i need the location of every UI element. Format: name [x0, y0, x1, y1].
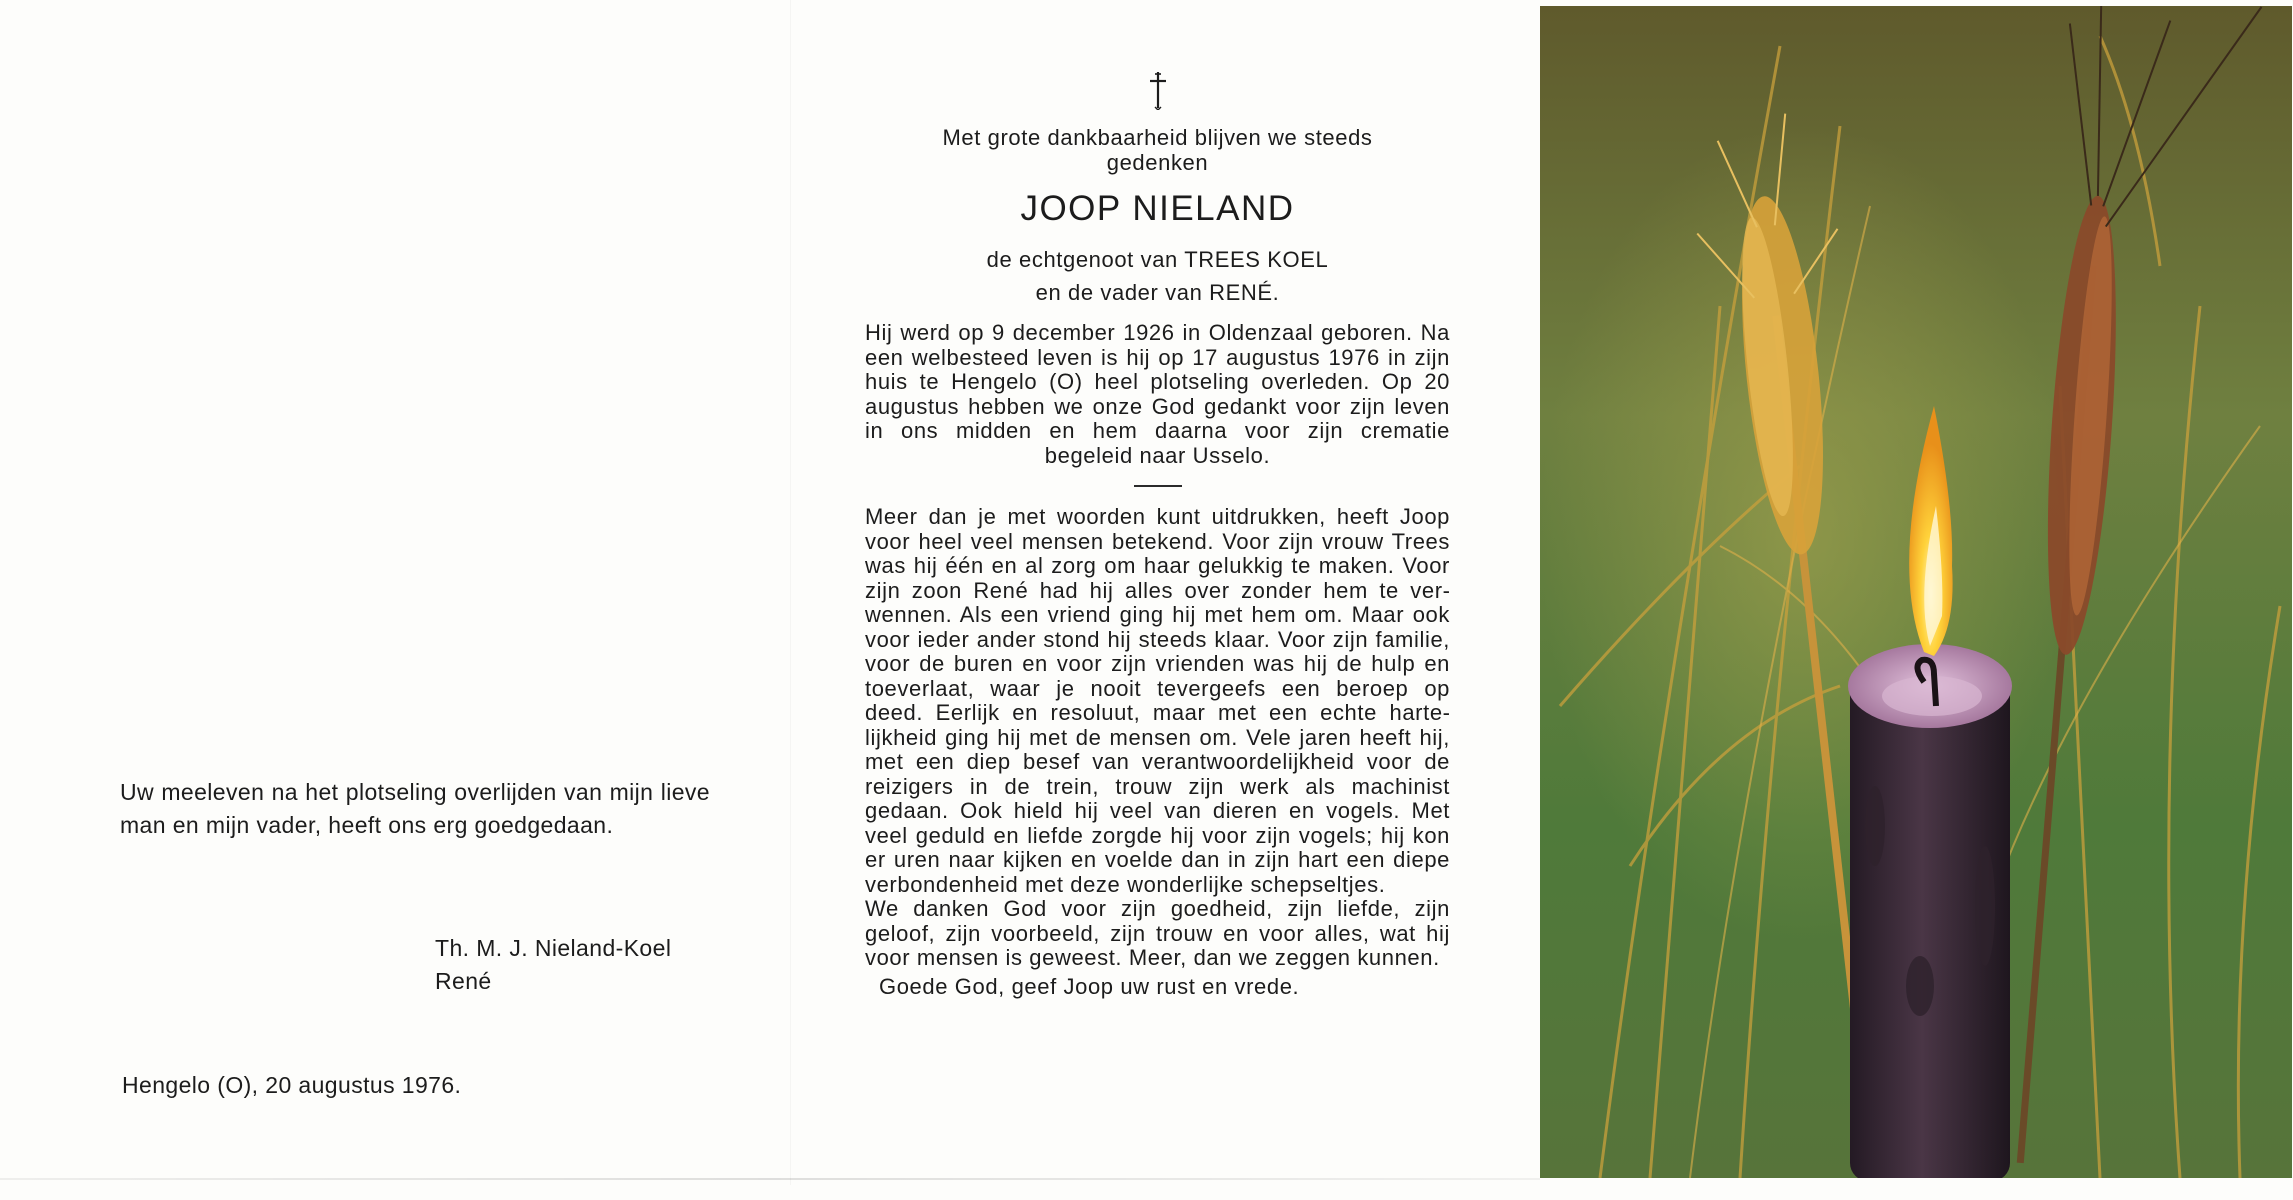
biography-text: Hij werd op 9 december 1926 in Oldenzaal geboren. Na een welbesteed leven is hij op 17 augustus 1976 in zijn huis te Hengelo (O) heel plotseling overleden. Op 20 augustus hebben we onze God gedankt voor zijn leven in ons midden en hem daarna voor zijn crematie begeleid naar Usselo.	[865, 320, 1450, 468]
thanks-text: Uw meeleven na het plotseling overlijden van mijn lieve man en mijn vader, heeft ons erg goedgedaan.	[120, 779, 710, 838]
signature-widow: Th. M. J. Nieland-Koel	[435, 935, 672, 961]
card-bottom-edge	[0, 1178, 1540, 1180]
closing-prayer: Goede God, geef Joop uw rust en vrede.	[879, 973, 1300, 999]
signatures	[435, 932, 725, 998]
candle-with-wheat-ears-image	[1540, 6, 2292, 1178]
place-date: Hengelo (O), 20 augustus 1976.	[122, 1072, 462, 1098]
intro-line-1: Met grote dankbaarheid blijven we steeds	[942, 125, 1373, 150]
relation-line-2: en de vader van RENÉ.	[1035, 280, 1280, 305]
tribute-text: Meer dan je met woorden kunt uitdrukken, heeft Joop voor heel veel mensen betekend. Voor zijn vrouw Trees was hij één en al zorg om haar gelukkig te maken. Voor zijn zoon René had hij alles over zonder hem te verwennen. Als een vriend ging hij met hem om. Maar ook voor ieder ander stond hij steeds klaar. Voor zijn familie, voor de buren en voor zijn vrienden was hij de hulp en toeverlaat, waar je nooit tevergeefs een beroep op deed. Eerlijk en resoluut, maar met een echte hartelijkheid ging hij met de mensen om. Vele jaren heeft hij, met een diep besef van verantwoordelijkheid voor de reizigers in de trein, trouw zijn werk als machinist gedaan. Ook hield hij veel van dieren en vogels. Met veel geduld en liefde zorgde hij voor zijn vogels; hij kon er uren naar kijken en voelde dan in zijn hart een diepe verbondenheid met deze wonderlijke schepseltjes.	[865, 504, 1450, 897]
fold-line	[790, 0, 791, 1185]
relation-line-1: de echtgenoot van TREES KOEL	[986, 247, 1329, 272]
cross-icon	[865, 70, 1450, 118]
signature-son: René	[435, 968, 492, 994]
intro-line-2: gedenken	[1106, 149, 1209, 175]
divider	[1134, 485, 1182, 487]
left-panel	[120, 776, 710, 994]
deceased-name: JOOP NIELAND	[1020, 189, 1295, 228]
thanks-god-text: We danken God voor zijn goedheid, zijn liefde, zijn geloof, zijn voorbeeld, zijn trouw en voor alles, wat hij voor mensen is geweest. Meer, dan we zeggen kunnen.	[865, 896, 1450, 970]
center-panel	[865, 70, 1450, 999]
